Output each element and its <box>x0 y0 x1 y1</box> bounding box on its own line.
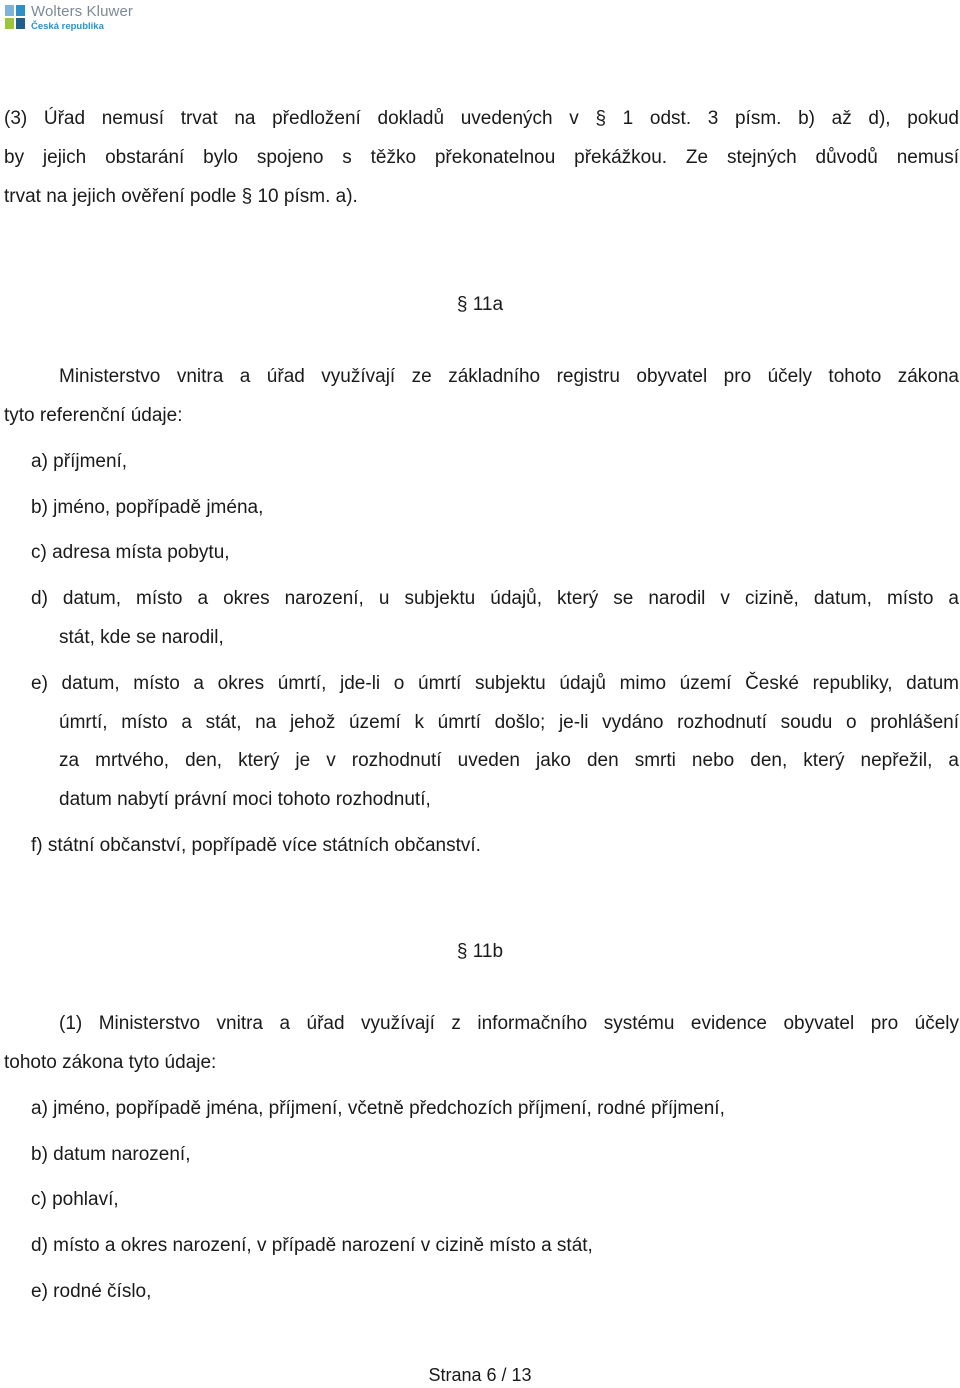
list-item: d) místo a okres narození, v případě narození v cizině místo a stát, <box>31 1235 593 1256</box>
list-item-continuation: za mrtvého, den, který je v rozhodnutí uveden jako den smrti nebo den, který nepřežil, a <box>59 750 959 771</box>
section-heading-11a: § 11a <box>456 294 504 315</box>
list-item: b) datum narození, <box>31 1144 191 1165</box>
list-item: c) pohlaví, <box>31 1189 119 1210</box>
text-line: trvat na jejich ověření podle § 10 písm. a). <box>4 186 358 207</box>
text-line: (3) Úřad nemusí trvat na předložení dokladů uvedených v § 1 odst. 3 písm. b) až d), pokud <box>4 108 959 129</box>
text-line: tyto referenční údaje: <box>4 405 183 426</box>
list-item-continuation: datum nabytí právní moci tohoto rozhodnutí, <box>59 789 431 810</box>
list-item: c) adresa místa pobytu, <box>31 542 230 563</box>
logo-region: Česká republika <box>31 21 104 32</box>
list-item-continuation: stát, kde se narodil, <box>59 627 224 648</box>
list-item: f) státní občanství, popřípadě více státních občanství. <box>31 835 481 856</box>
logo-text <box>31 4 133 32</box>
list-item: a) jméno, popřípadě jména, příjmení, včetně předchozích příjmení, rodné příjmení, <box>31 1098 725 1119</box>
list-item: b) jméno, popřípadě jména, <box>31 497 264 518</box>
text-line: Ministerstvo vnitra a úřad využívají ze základního registru obyvatel pro účely tohoto zákona <box>59 366 959 387</box>
text-line: tohoto zákona tyto údaje: <box>4 1052 217 1073</box>
list-item: a) příjmení, <box>31 451 128 472</box>
text-line: by jejich obstarání bylo spojeno s těžko překonatelnou překážkou. Ze stejných důvodů nemusí <box>4 147 959 168</box>
list-item: e) datum, místo a okres úmrtí, jde-li o úmrtí subjektu údajů mimo území České republiky, datum <box>31 673 959 694</box>
text-line: (1) Ministerstvo vnitra a úřad využívají z informačního systému evidence obyvatel pro účely <box>59 1013 959 1034</box>
list-item: e) rodné číslo, <box>31 1281 152 1302</box>
page-number: Strana 6 / 13 <box>428 1365 532 1385</box>
publisher-logo <box>4 4 133 32</box>
list-item: d) datum, místo a okres narození, u subjektu údajů, který se narodil v cizině, datum, místo a <box>31 588 959 609</box>
list-item-continuation: úmrtí, místo a stát, na jehož území k úmrtí došlo; je-li vydáno rozhodnutí soudu o prohlášení <box>59 712 959 733</box>
logo-brand: Wolters Kluwer <box>31 3 133 20</box>
section-heading-11b: § 11b <box>456 941 504 962</box>
wolters-kluwer-logo-icon <box>4 4 26 30</box>
